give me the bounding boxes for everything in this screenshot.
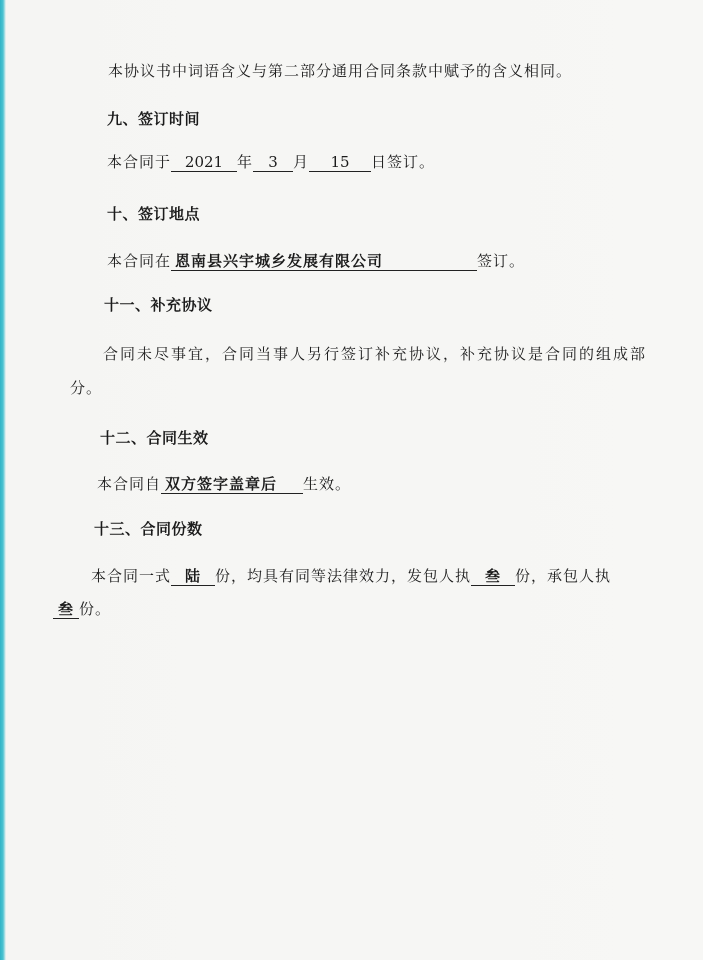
month-unit: 月 [293,153,310,171]
signing-place-suffix: 签订。 [477,252,526,270]
supplement-text-line-1: 合同未尽事宜，合同当事人另行签订补充协议，补充协议是合同的组成部 [103,345,648,363]
signing-time-prefix: 本合同于 [107,153,172,171]
effective-condition-field: 双方签字盖章后 [161,475,303,494]
copies-mid-2: 份，承包人执 [515,567,612,585]
section-11-heading: 十一、补充协议 [104,296,213,314]
section-12-heading: 十二、合同生效 [100,429,209,447]
signing-time-line [107,151,435,172]
employer-copies-field: 叁 [471,567,515,586]
year-unit: 年 [237,153,254,171]
section-9-heading: 九、签订时间 [107,110,201,128]
section-13-heading: 十三、合同份数 [94,520,203,538]
copies-mid-1: 份，均具有同等法律效力，发包人执 [215,567,472,585]
effective-suffix: 生效。 [303,475,352,493]
copies-line-1 [91,565,611,586]
signing-place-line [107,250,525,271]
section-10-heading: 十、签订地点 [107,205,201,223]
signing-year-field: 2021 [171,153,237,172]
total-copies-field: 陆 [171,567,215,586]
signing-time-suffix: 日签订。 [371,153,436,171]
copies-end: 份。 [79,600,112,618]
signing-place-field: 恩南县兴宇城乡发展有限公司 [171,252,477,271]
signing-place-prefix: 本合同在 [107,252,172,270]
definitions-sentence: 本协议书中词语含义与第二部分通用合同条款中赋予的含义相同。 [108,62,573,80]
supplement-text-line-2: 分。 [70,379,103,397]
effective-line [97,473,351,494]
contractor-copies-field: 叁 [53,600,79,619]
copies-prefix: 本合同一式 [91,567,172,585]
signing-day-field: 15 [309,153,371,172]
copies-line-2 [53,598,111,619]
signing-month-field: 3 [253,153,293,172]
effective-prefix: 本合同自 [97,475,162,493]
